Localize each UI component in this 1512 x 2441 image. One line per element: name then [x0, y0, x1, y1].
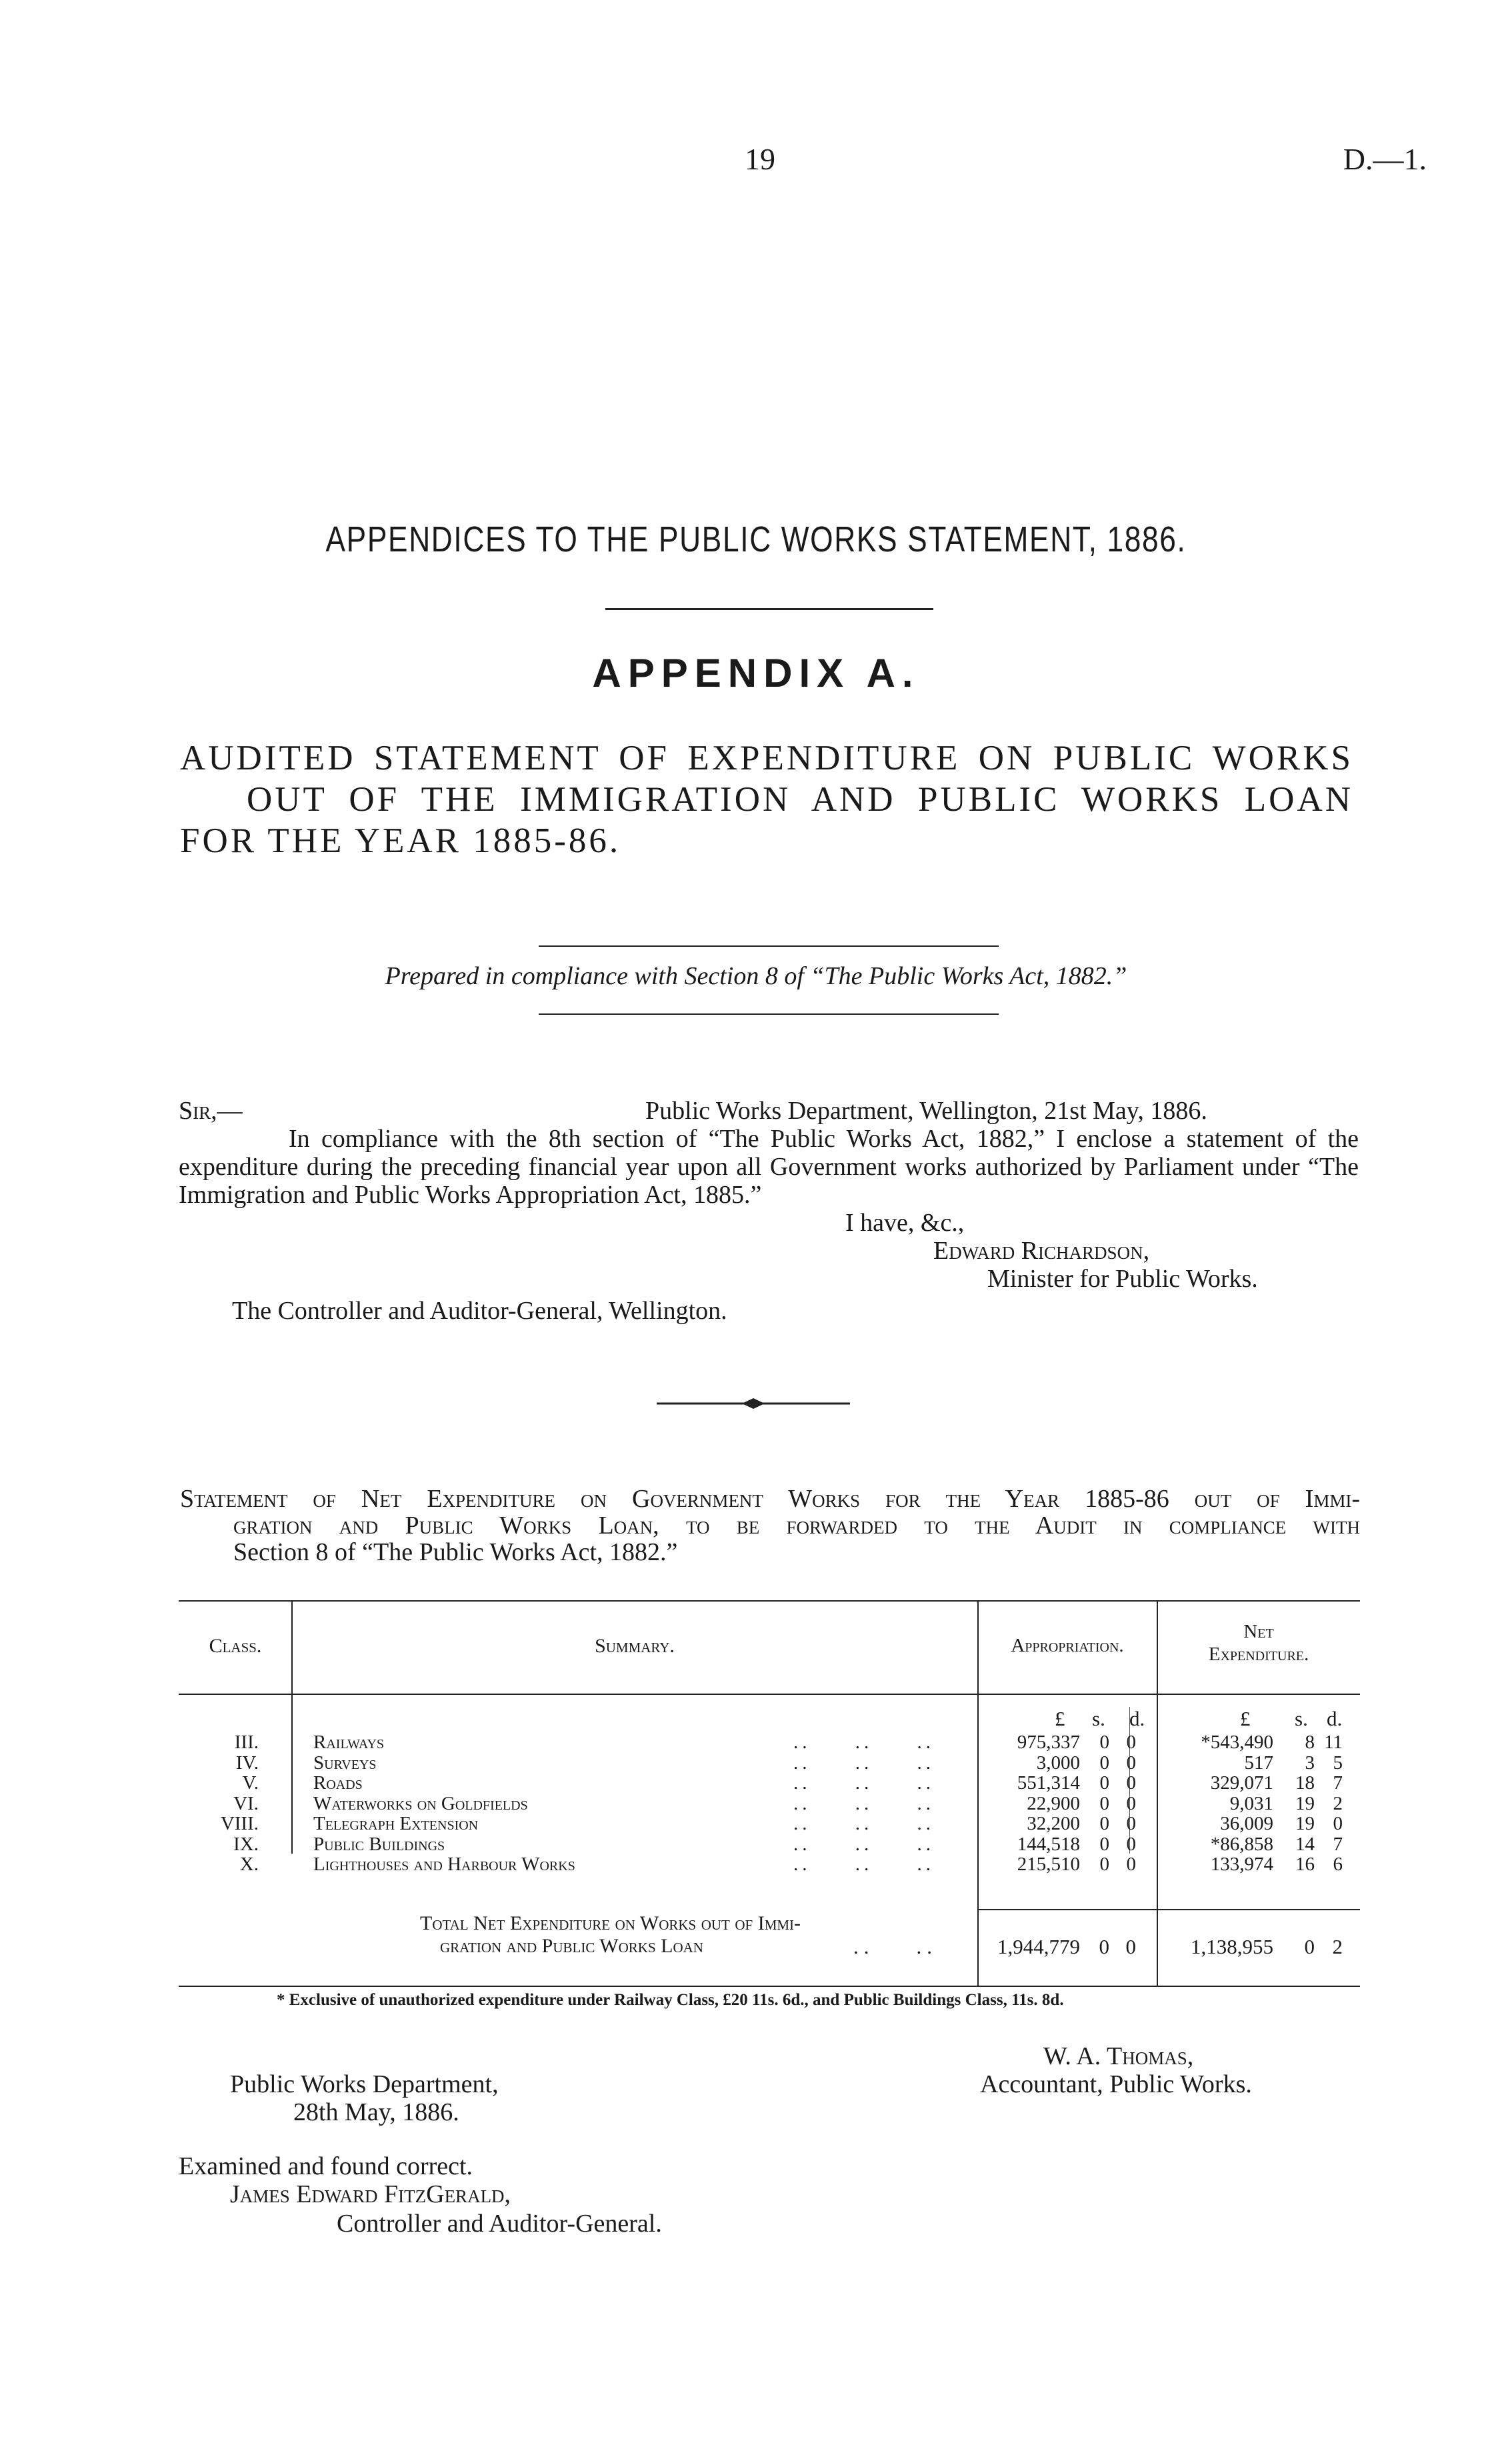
divider — [539, 945, 999, 947]
row-net-pounds: 517 — [1244, 1752, 1273, 1774]
row-net-s: 19 — [1295, 1793, 1315, 1814]
row-app-s: 0 — [1099, 1772, 1109, 1794]
row-net-pounds: *543,490 — [1201, 1732, 1273, 1753]
row-app-pounds: 32,200 — [1027, 1813, 1080, 1834]
row-app-d: 0 — [1126, 1813, 1136, 1834]
letter-addressee: The Controller and Auditor-General, Wellington. — [232, 1297, 727, 1325]
row-net-pounds: 9,031 — [1229, 1793, 1273, 1814]
row-app-d: 0 — [1126, 1772, 1136, 1794]
page-number: 19 — [745, 142, 775, 176]
row-net-d: 0 — [1333, 1813, 1343, 1834]
row-leader: .. .. .. — [793, 1793, 935, 1814]
row-summary: Railways — [313, 1732, 385, 1753]
row-summary: Telegraph Extension — [313, 1813, 479, 1834]
appendix-title: APPENDIX A. — [592, 651, 920, 695]
main-title: APPENDICES TO THE PUBLIC WORKS STATEMENT, 1886. — [325, 519, 1187, 559]
units-net-s: s. — [1295, 1707, 1308, 1730]
total-leader: .. .. — [853, 1935, 937, 1958]
row-summary: Roads — [313, 1772, 363, 1794]
total-app-pounds: 1,944,779 — [997, 1935, 1080, 1958]
auditor-title: Controller and Auditor-General. — [337, 2210, 662, 2238]
row-net-s: 19 — [1295, 1813, 1315, 1834]
row-class: IV. — [235, 1752, 259, 1774]
divider — [539, 1013, 999, 1015]
row-app-d: 0 — [1126, 1854, 1136, 1875]
total-top-rule — [977, 1909, 1157, 1910]
row-summary: Lighthouses and Harbour Works — [313, 1854, 575, 1875]
statement-caption — [180, 1486, 1360, 1566]
row-net-d: 6 — [1333, 1854, 1343, 1875]
row-app-s: 0 — [1099, 1834, 1109, 1855]
row-summary: Public Buildings — [313, 1834, 445, 1855]
row-app-d: 0 — [1126, 1752, 1136, 1774]
caption-line-2: gration and Public Works Loan, to be forwarded to the Audit in compliance with — [233, 1512, 1360, 1540]
row-net-d: 7 — [1333, 1834, 1343, 1855]
row-app-pounds: 551,314 — [1017, 1772, 1080, 1794]
accountant-name: W. A. Thomas, — [1043, 2042, 1194, 2070]
row-leader: .. .. .. — [793, 1854, 935, 1875]
row-net-pounds: 133,974 — [1210, 1854, 1273, 1875]
units-app-s: s. — [1092, 1707, 1105, 1730]
row-app-s: 0 — [1099, 1793, 1109, 1814]
auditor-name: James Edward FitzGerald, — [230, 2180, 511, 2208]
row-app-pounds: 3,000 — [1036, 1752, 1080, 1774]
total-app-d: 0 — [1125, 1935, 1136, 1958]
row-summary: Waterworks on Goldfields — [313, 1793, 528, 1814]
row-net-d: 7 — [1333, 1772, 1343, 1794]
total-label-line-2: gration and Public Works Loan — [440, 1935, 703, 1957]
row-class: VI. — [233, 1793, 259, 1814]
row-app-s: 0 — [1099, 1752, 1109, 1774]
row-net-d: 5 — [1333, 1752, 1343, 1774]
units-net-pound: £ — [1240, 1707, 1251, 1730]
row-app-d: 0 — [1126, 1732, 1136, 1753]
row-app-d: 0 — [1126, 1793, 1136, 1814]
units-app-d: d. — [1129, 1707, 1145, 1730]
heading-line-2: OUT OF THE IMMIGRATION AND PUBLIC WORKS LOAN — [247, 780, 1353, 819]
caption-line-1: Statement of Net Expenditure on Government Works for the Year 1885-86 out of Immi- — [180, 1485, 1360, 1513]
row-net-pounds: 329,071 — [1210, 1772, 1273, 1794]
units-net-d: d. — [1327, 1707, 1343, 1730]
row-app-pounds: 144,518 — [1017, 1834, 1080, 1855]
table-footnote: * Exclusive of unauthorized expenditure under Railway Class, £20 11s. 6d., and Public Buildings Class, 11s. 8d. — [277, 1991, 1064, 2009]
row-class: IX. — [233, 1834, 259, 1855]
row-app-pounds: 22,900 — [1027, 1793, 1080, 1814]
total-top-rule — [1157, 1909, 1360, 1910]
accountant-title: Accountant, Public Works. — [980, 2070, 1252, 2098]
salutation: Sir,— — [179, 1097, 243, 1125]
row-app-pounds: 215,510 — [1017, 1854, 1080, 1875]
examined-note: Examined and found correct. — [179, 2152, 473, 2180]
row-net-s: 8 — [1305, 1732, 1315, 1753]
table-header-rule — [179, 1694, 1360, 1695]
header-class: Class. — [209, 1635, 262, 1657]
row-net-s: 16 — [1295, 1854, 1315, 1875]
row-leader: .. .. .. — [793, 1813, 935, 1834]
row-app-s: 0 — [1099, 1854, 1109, 1875]
caption-line-3: Section 8 of “The Public Works Act, 1882.” — [233, 1538, 678, 1566]
row-leader: .. .. .. — [793, 1732, 935, 1753]
ornament-divider — [657, 1397, 850, 1410]
row-net-s: 3 — [1305, 1752, 1315, 1774]
header-summary: Summary. — [595, 1635, 675, 1657]
table-bottom-rule — [179, 1986, 1360, 1987]
closing-dept: Public Works Department, — [230, 2070, 499, 2098]
header-net-expenditure — [1157, 1620, 1360, 1666]
letter-address: Public Works Department, Wellington, 21st May, 1886. — [645, 1097, 1207, 1125]
total-net-pounds: 1,138,955 — [1191, 1935, 1273, 1958]
letter-closing: I have, &c., — [845, 1209, 965, 1237]
row-net-pounds: *86,858 — [1210, 1834, 1273, 1855]
row-class: V. — [242, 1772, 259, 1794]
row-app-s: 0 — [1099, 1813, 1109, 1834]
column-divider — [977, 1600, 979, 1986]
signer-title: Minister for Public Works. — [987, 1265, 1258, 1293]
header-net-line-1: Net — [1243, 1621, 1274, 1642]
table-top-rule — [179, 1600, 1360, 1602]
total-label-line-1: Total Net Expenditure on Works out of Immi- — [420, 1912, 801, 1934]
header-appropriation: Appropriation. — [1011, 1635, 1124, 1656]
row-class: X. — [239, 1854, 259, 1875]
closing-date: 28th May, 1886. — [293, 2098, 459, 2126]
prepared-note: Prepared in compliance with Section 8 of “The Public Works Act, 1882.” — [385, 962, 1127, 990]
total-net-s: 0 — [1304, 1935, 1315, 1958]
row-app-pounds: 975,337 — [1017, 1732, 1080, 1753]
total-net-d: 2 — [1332, 1935, 1343, 1958]
units-app-pound: £ — [1055, 1707, 1065, 1730]
row-class: VIII. — [220, 1813, 259, 1834]
row-leader: .. .. .. — [793, 1772, 935, 1794]
total-app-s: 0 — [1099, 1935, 1109, 1958]
row-leader: .. .. .. — [793, 1834, 935, 1855]
document-code: D.—1. — [1343, 142, 1427, 176]
header-net-line-2: Expenditure. — [1208, 1644, 1309, 1665]
heading-line-1: AUDITED STATEMENT OF EXPENDITURE ON PUBLIC WORKS — [180, 739, 1353, 777]
row-net-s: 14 — [1295, 1834, 1315, 1855]
row-net-pounds: 36,009 — [1220, 1813, 1273, 1834]
statement-heading — [180, 737, 1353, 861]
row-leader: .. .. .. — [793, 1752, 935, 1774]
letter-body: In compliance with the 8th section of “The Public Works Act, 1882,” I enclose a statement of the expenditure during the preceding financial year upon all Government works authorized by Parliament under “The Immigration and Public Works Appropriation Act, 1885.” — [179, 1125, 1359, 1209]
row-app-d: 0 — [1126, 1834, 1136, 1855]
signer-name: Edward Richardson, — [933, 1237, 1150, 1265]
row-app-s: 0 — [1099, 1732, 1109, 1753]
heading-line-3: FOR THE YEAR 1885-86. — [180, 821, 621, 860]
row-net-d: 11 — [1324, 1732, 1343, 1753]
divider — [605, 608, 933, 610]
row-net-d: 2 — [1333, 1793, 1343, 1814]
row-net-s: 18 — [1295, 1772, 1315, 1794]
row-summary: Surveys — [313, 1752, 377, 1774]
row-class: III. — [234, 1732, 259, 1753]
